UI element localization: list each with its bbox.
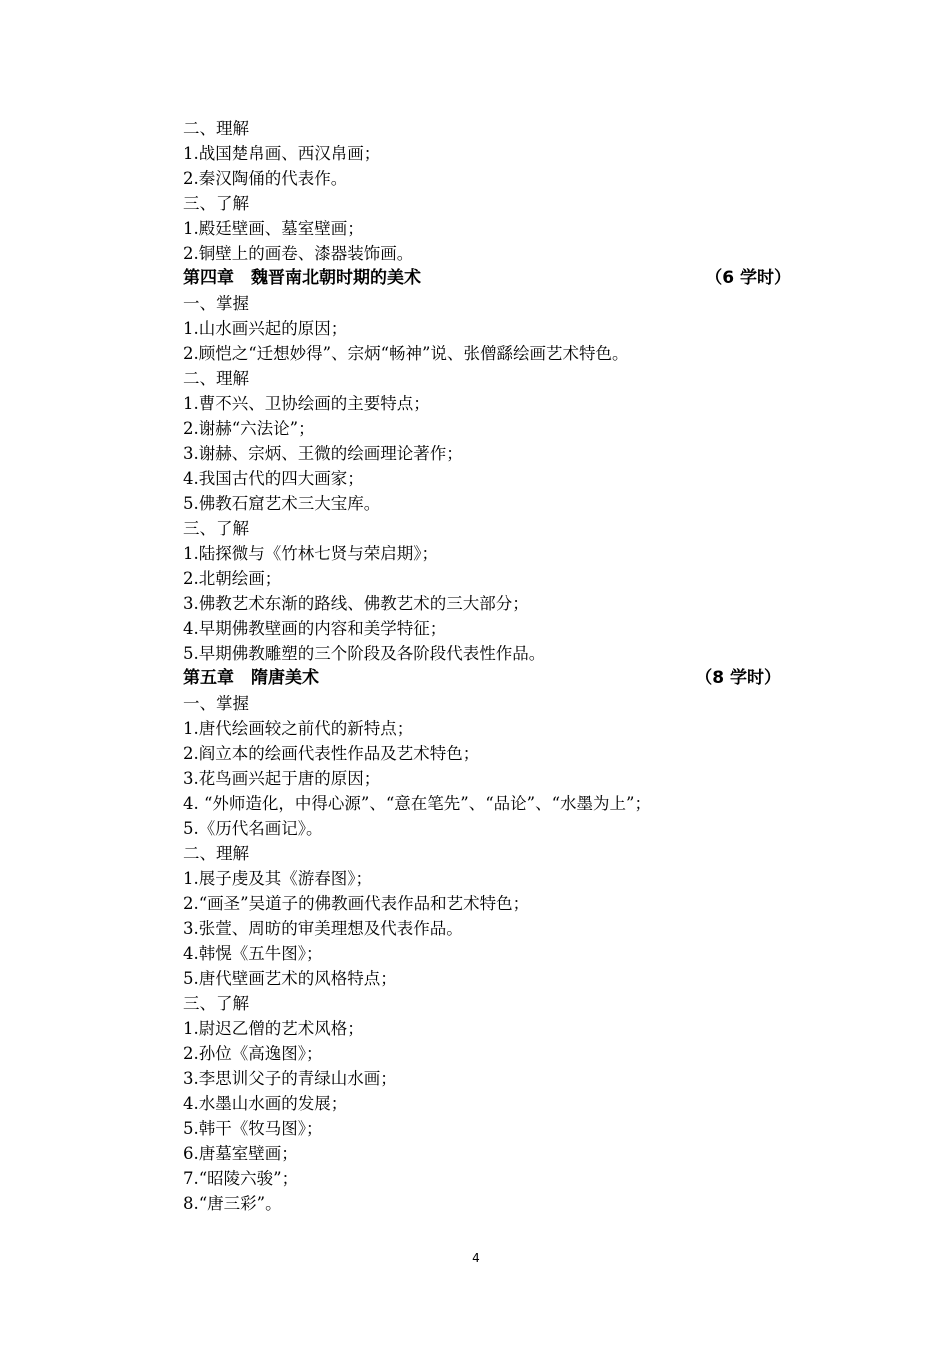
- list-item: 2.孙位《高逸图》；: [183, 1044, 323, 1063]
- section-heading: 三、了解: [183, 994, 249, 1013]
- list-item: 3.佛教艺术东渐的路线、佛教艺术的三大部分；: [183, 594, 529, 613]
- list-item: 2.北朝绘画；: [183, 569, 282, 588]
- list-item: 3.李思训父子的青绿山水画；: [183, 1069, 397, 1088]
- chapter-5-heading: [183, 666, 803, 691]
- list-item: 4.我国古代的四大画家；: [183, 469, 364, 488]
- section-heading: 一、掌握: [183, 694, 249, 713]
- list-item: 2.“画圣”吴道子的佛教画代表作品和艺术特色；: [183, 894, 530, 913]
- list-item: 5.唐代壁画艺术的风格特点；: [183, 969, 397, 988]
- list-item: 3.谢赫、宗炳、王微的绘画理论著作；: [183, 444, 463, 463]
- list-item: 1.陆探微与《竹林七贤与荣启期》；: [183, 544, 438, 563]
- section-heading: 三、了解: [183, 194, 249, 213]
- section-heading: 二、理解: [183, 844, 249, 863]
- document-body: [183, 116, 803, 1216]
- list-item: 3.花鸟画兴起于唐的原因；: [183, 769, 381, 788]
- list-item: 1.殿廷壁画、墓室壁画；: [183, 219, 364, 238]
- list-item: 5.《历代名画记》。: [183, 819, 323, 838]
- list-item: 4.早期佛教壁画的内容和美学特征；: [183, 619, 447, 638]
- list-item: 1.山水画兴起的原因；: [183, 319, 348, 338]
- list-item: 8.“唐三彩”。: [183, 1194, 282, 1213]
- list-item: 4.韩愰《五牛图》；: [183, 944, 323, 963]
- chapter-title: 第五章 隋唐美术: [183, 668, 319, 688]
- list-item: 1.唐代绘画较之前代的新特点；: [183, 719, 414, 738]
- section-heading: 二、理解: [183, 119, 249, 138]
- list-item: 2.谢赫“六法论”；: [183, 419, 315, 438]
- chapter-hours: （8 学时）: [695, 668, 781, 688]
- list-item: 4.水墨山水画的发展；: [183, 1094, 348, 1113]
- list-item: 1.尉迟乙僧的艺术风格；: [183, 1019, 364, 1038]
- list-item: 2.阎立本的绘画代表性作品及艺术特色；: [183, 744, 480, 763]
- chapter-hours: （6 学时）: [705, 268, 791, 288]
- section-heading: 一、掌握: [183, 294, 249, 313]
- section-heading: 三、了解: [183, 519, 249, 538]
- list-item: 6.唐墓室壁画；: [183, 1144, 298, 1163]
- list-item: 3.张萱、周昉的审美理想及代表作品。: [183, 919, 463, 938]
- list-item: 1.战国楚帛画、西汉帛画；: [183, 144, 381, 163]
- list-item: 5.佛教石窟艺术三大宝库。: [183, 494, 381, 513]
- list-item: 2.秦汉陶俑的代表作。: [183, 169, 348, 188]
- section-heading: 二、理解: [183, 369, 249, 388]
- list-item: 2.顾恺之“迁想妙得”、宗炳“畅神”说、张僧繇绘画艺术特色。: [183, 344, 629, 363]
- list-item: 5.早期佛教雕塑的三个阶段及各阶段代表性作品。: [183, 644, 546, 663]
- chapter-4-heading: [183, 266, 803, 291]
- list-item: 7.“昭陵六骏”；: [183, 1169, 299, 1188]
- list-item: 4. “外师造化，中得心源”、“意在笔先”、“品论”、“水墨为上”；: [183, 794, 651, 813]
- chapter-title: 第四章 魏晋南北朝时期的美术: [183, 268, 421, 288]
- page-number: 4: [472, 1251, 480, 1265]
- list-item: 1.展子虔及其《游春图》；: [183, 869, 372, 888]
- list-item: 5.韩干《牧马图》；: [183, 1119, 323, 1138]
- list-item: 1.曹不兴、卫协绘画的主要特点；: [183, 394, 430, 413]
- list-item: 2.铜壁上的画卷、漆器装饰画。: [183, 244, 414, 263]
